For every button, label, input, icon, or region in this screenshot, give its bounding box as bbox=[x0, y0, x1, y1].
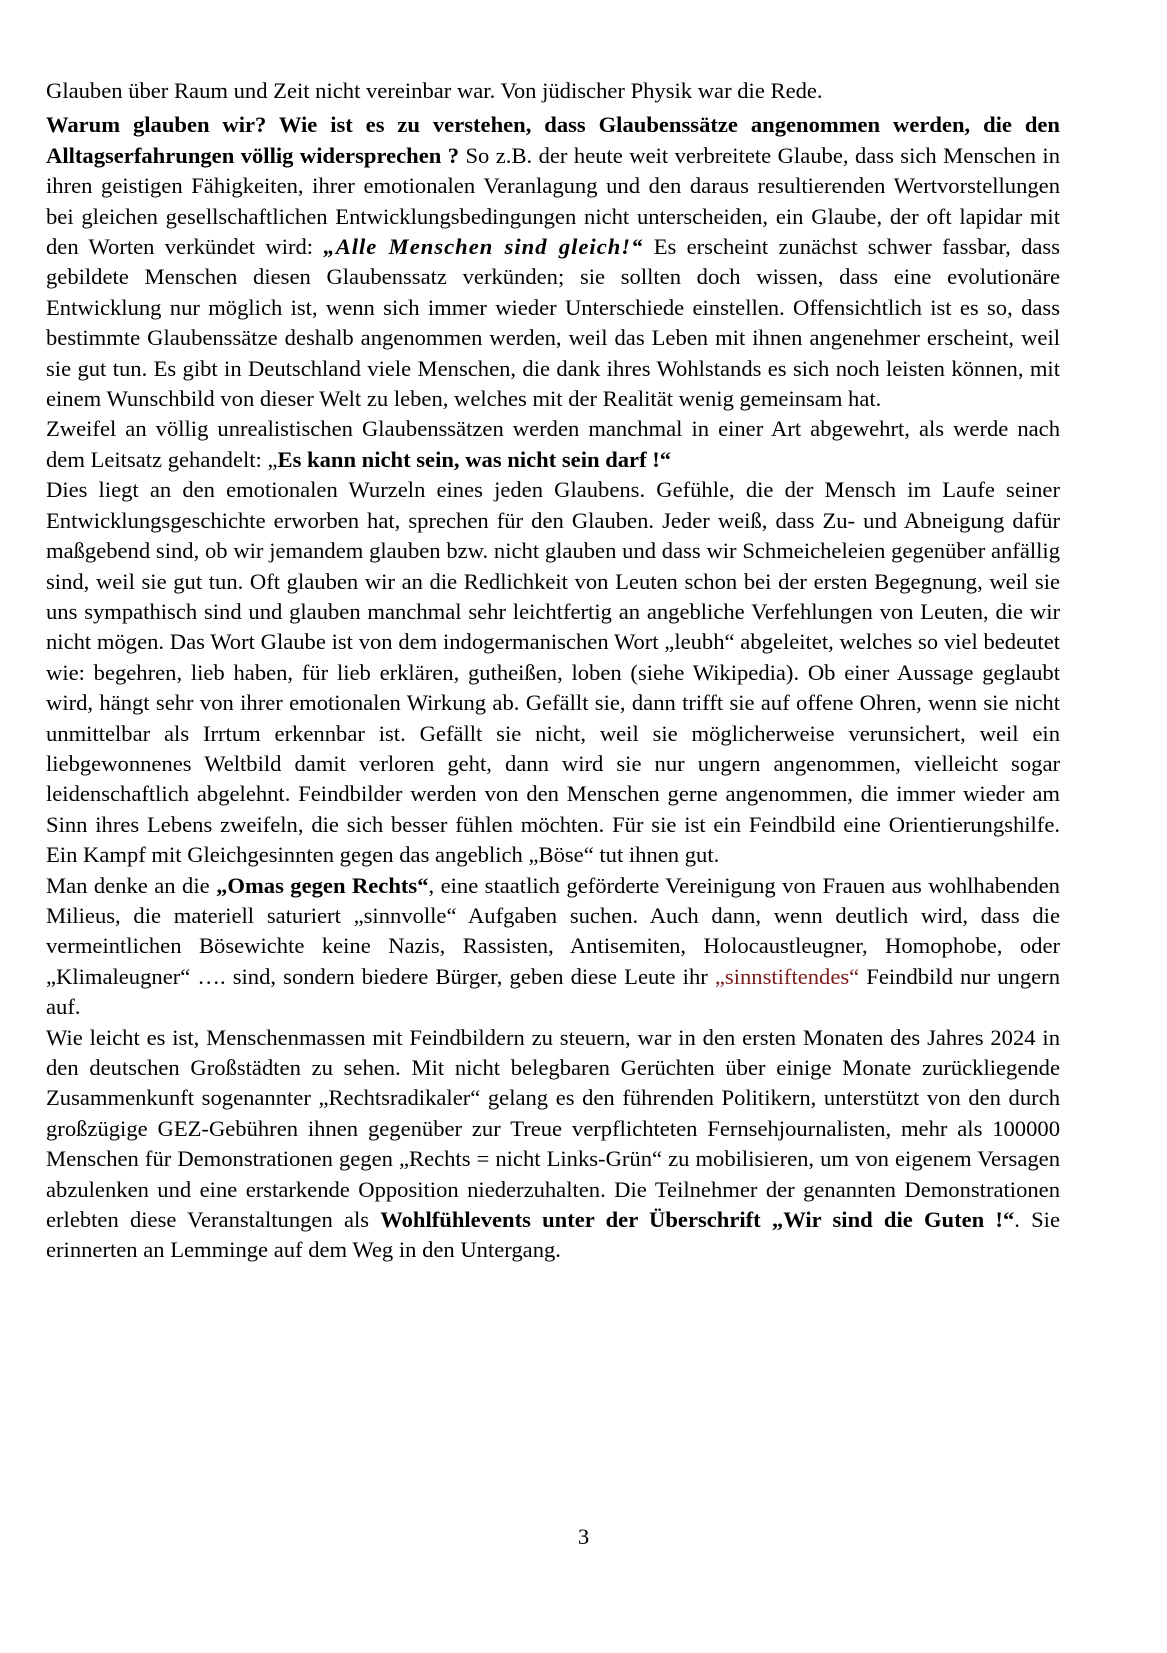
document-page bbox=[46, 76, 1060, 1266]
paragraph-why-believe bbox=[46, 110, 1060, 414]
text-segment: Glauben über Raum und Zeit nicht vereinbar war. Von jüdischer Physik war die Rede. bbox=[46, 78, 823, 103]
paragraph-omas bbox=[46, 871, 1060, 1023]
text-segment: Es erscheint zunächst schwer fassbar, dass gebildete Menschen diesen Glaubenssatz verkünden; sie sollten doch wissen, dass eine evolutionäre Entwicklung nur möglich ist, wenn sich immer wieder Unterschiede einstellen. Offensichtlich ist es so, dass bestimmte Glaubenssätze deshalb angenommen werden, weil das Leben mit ihnen angenehmer erscheint, weil sie gut tun. Es gibt in Deutschland viele Menschen, die dank ihres Wohlstands es sich noch leisten können, mit einem Wunschbild von dieser Welt zu leben, welches mit der Realität wenig gemeinsam hat. bbox=[46, 234, 1061, 412]
text-segment: Man denke an die bbox=[46, 872, 217, 898]
text-segment: Zweifel an völlig unrealistischen Glaubenssätzen werden manchmal in einer Art abgewehrt, als werde nach dem Leitsatz gehandelt: „ bbox=[46, 416, 1060, 472]
bold-omas-gegen-rechts: „Omas gegen Rechts“ bbox=[216, 872, 429, 898]
bold-maxim: Es kann nicht sein, was nicht sein darf !“ bbox=[277, 446, 672, 472]
paragraph-demonstrations bbox=[46, 1023, 1060, 1266]
page-number: 3 bbox=[577, 1524, 590, 1549]
red-sinnstiftendes: „sinnstiftendes“ bbox=[714, 963, 860, 989]
bold-question: Warum glauben wir? Wie ist es zu verstehen, dass Glaubenssätze angenommen werden, die den Alltagserfahrungen völlig widersprechen ? bbox=[46, 112, 1060, 168]
text-segment: Dies liegt an den emotionalen Wurzeln eines jeden Glaubens. Gefühle, die der Mensch im Laufe seiner Entwicklungsgeschichte erworben hat, sprechen für den Glauben. Jeder weiß, dass Zu- und Abneigung dafür maßgebend sind, ob wir jemandem glauben bzw. nicht glauben und dass wir Schmeicheleien gegenüber anfällig sind, weil sie gut tun. Oft glauben wir an die Redlichkeit von Leuten schon bei der ersten Begegnung, weil sie uns sympathisch sind und glauben manchmal sehr leichtfertig an angebliche Verfehlungen von Leuten, die wir nicht mögen. Das Wort Glaube ist von dem indogermanischen Wort „leubh“ abgeleitet, welches so viel bedeutet wie: begehren, lieb haben, für lieb erklären, gutheißen, loben (siehe Wikipedia). Ob einer Aussage geglaubt wird, hängt sehr von ihrer emotionalen Wirkung ab. Gefällt sie, dann trifft sie auf offene Ohren, wenn sie nicht unmittelbar als Irrtum erkennbar ist. Gefällt sie nicht, weil sie möglicherweise verunsichert, weil ein liebgewonnenes Weltbild damit verloren geht, dann wird sie nur ungern angenommen, vielleicht sogar leidenschaftlich abgelehnt. Feindbilder werden von den Menschen gerne angenommen, die immer wieder am Sinn ihres Lebens zweifeln, die sich besser fühlen möchten. Für sie ist ein Feindbild eine Orientierungshilfe. Ein Kampf mit Gleichgesinnten gegen das angeblich „Böse“ tut ihnen gut. bbox=[46, 477, 1060, 868]
bold-wohlfuehlevents: Wohlfühlevents unter der Überschrift „Wir sind die Guten !“ bbox=[380, 1207, 1015, 1233]
text-segment: So z.B. der heute weit verbreitete Glaube, dass sich Menschen in ihren geistigen Fähigkeiten, ihrer emotionalen Veranlagung und den daraus resultierenden Wertvorstellungen bei gleichen gesellschaftlichen Entwicklungsbedingungen nicht unterscheiden, ein Glaube, der oft lapidar mit den Worten verkündet wird: bbox=[46, 142, 1061, 260]
text-segment: , eine staatlich geförderte Vereinigung von Frauen aus wohlhabenden Milieus, die materiell saturiert „sinnvolle“ Aufgaben suchen. Auch dann, wenn deutlich wird, dass die vermeintlichen Bösewichte keine Nazis, Rassisten, Antisemiten, Holocaustleugner, Homophobe, oder „Klimaleugner“ …. sind, sondern biedere Bürger, geben diese Leute ihr bbox=[46, 872, 1060, 989]
text-segment: Feindbild nur ungern auf. bbox=[46, 963, 1060, 1020]
text-segment: Wie leicht es ist, Menschenmassen mit Feindbildern zu steuern, war in den ersten Monaten des Jahres 2024 in den deutschen Großstädten zu sehen. Mit nicht belegbaren Gerüchten über einige Monate zurückliegende Zusammenkunft sogenannter „Rechtsradikaler“ gelang es den führenden Politikern, unterstützt von den durch großzügige GEZ-Gebühren ihnen gegenüber zur Treue verpflichteten Fernsehjournalisten, mehr als 100000 Menschen für Demonstrationen gegen „Rechts = nicht Links-Grün“ zu mobilisieren, um von eigenem Versagen abzulenken und eine erstarkende Opposition niederzuhalten. Die Teilnehmer der genannten Demonstrationen erlebten diese Veranstaltungen als bbox=[46, 1024, 1060, 1233]
paragraph-physics-intro bbox=[46, 76, 1060, 106]
bold-italic-quote: „Alle Menschen sind gleich!“ bbox=[323, 234, 644, 260]
paragraph-emotional-roots bbox=[46, 475, 1060, 870]
paragraph-doubts bbox=[46, 414, 1060, 475]
text-segment: . Sie erinnerten an Lemminge auf dem Weg in den Untergang. bbox=[46, 1207, 1060, 1263]
